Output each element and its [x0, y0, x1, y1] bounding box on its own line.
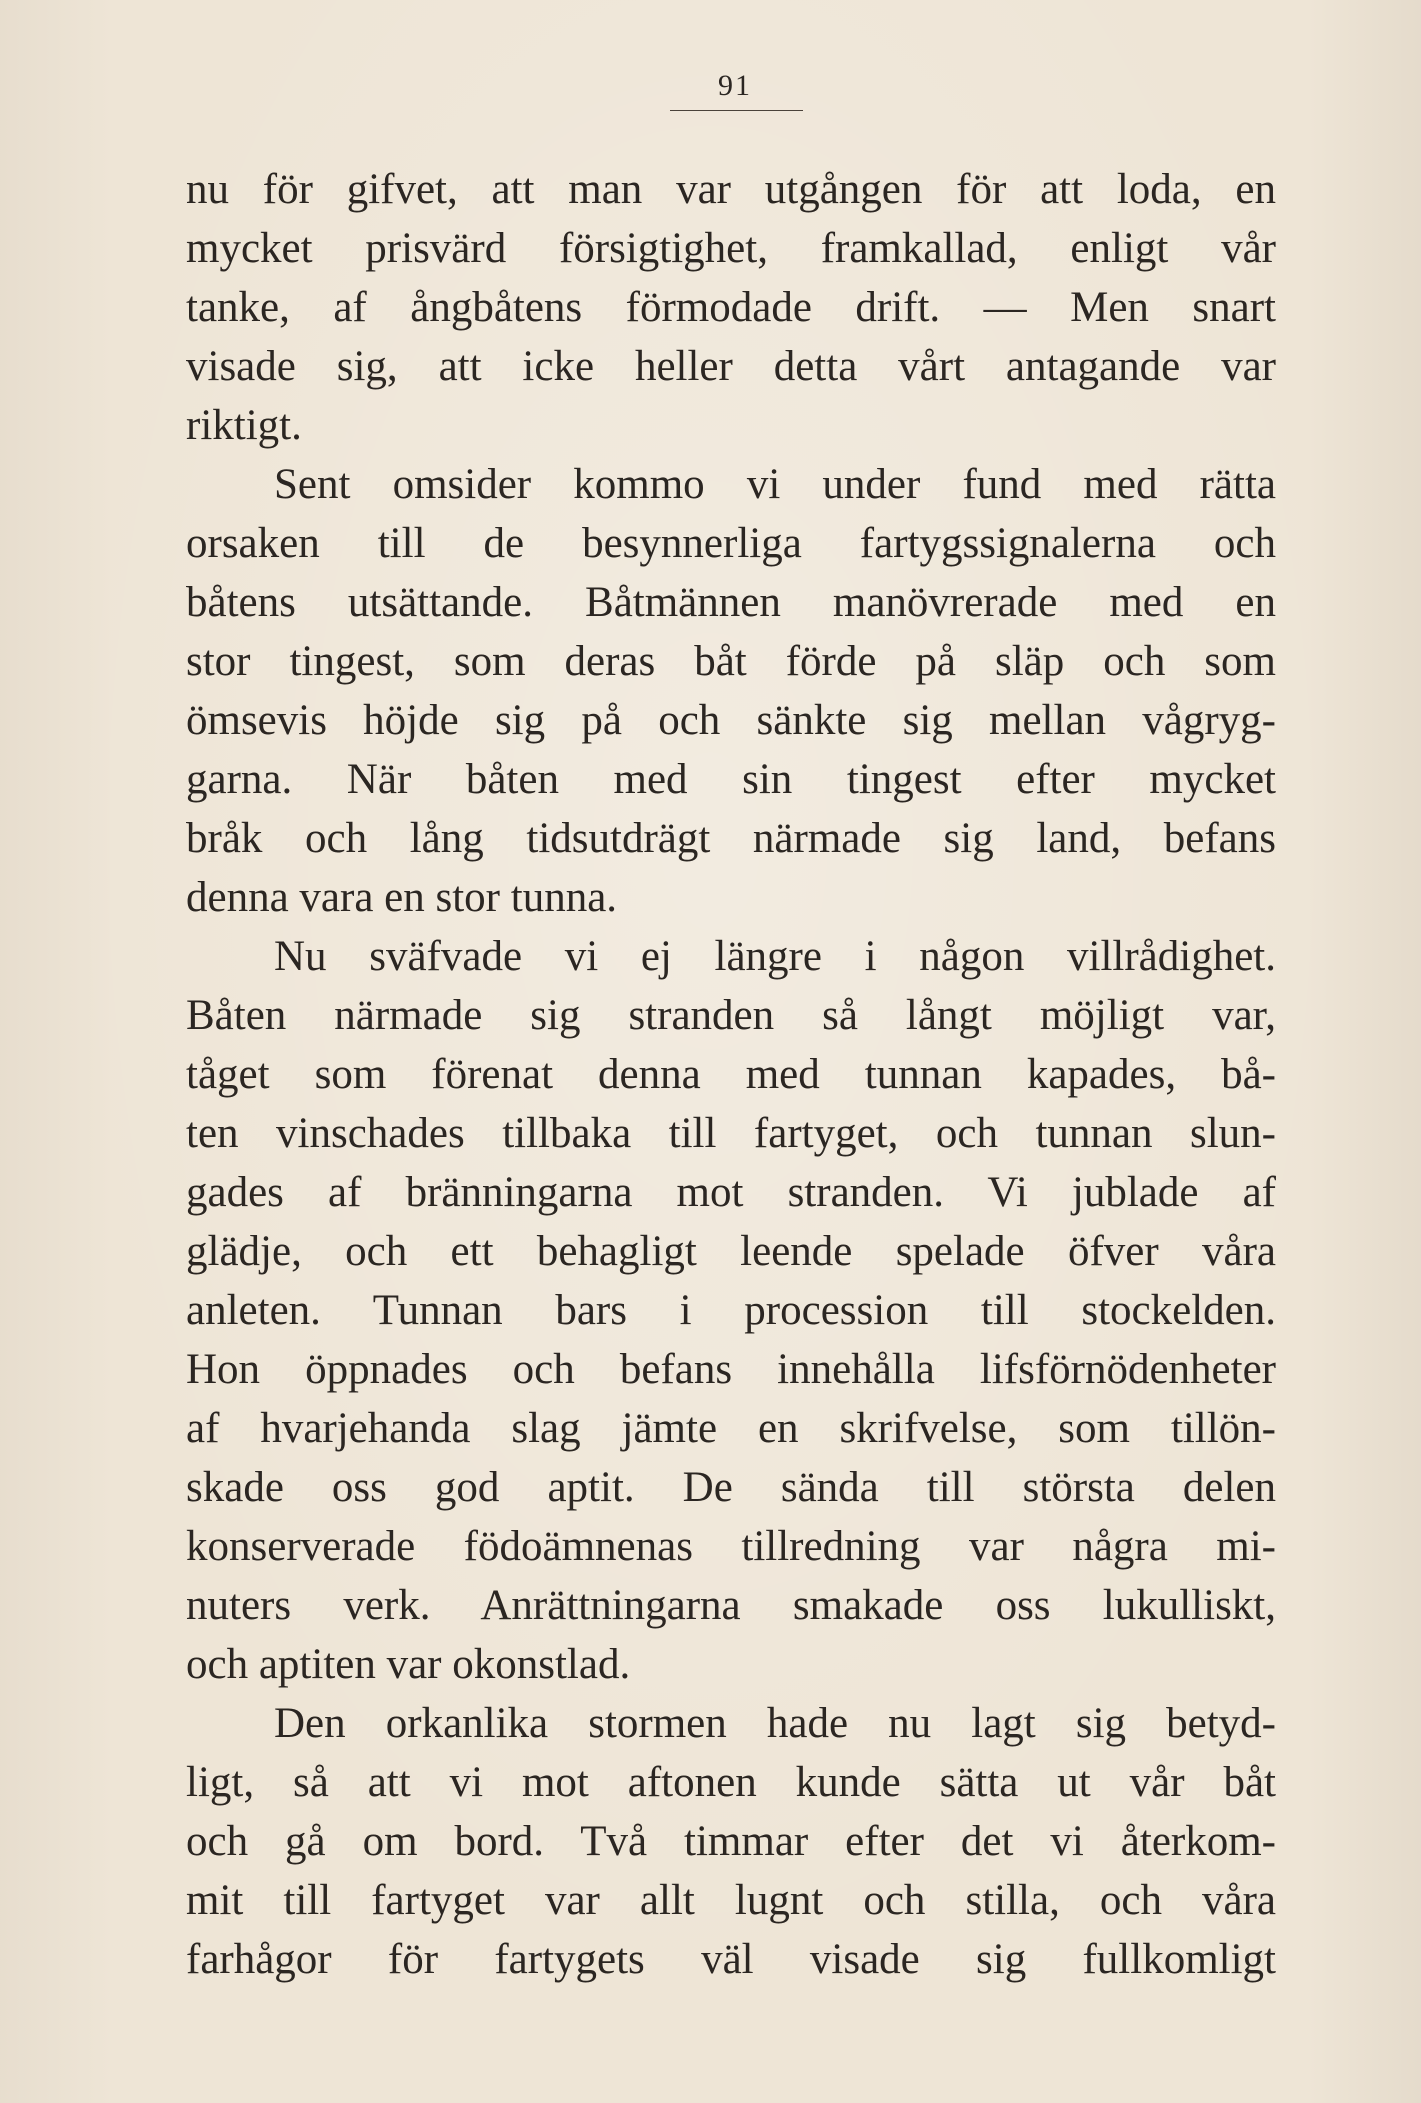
text-line: Hon öppnades och befans innehålla lifsförnödenheter — [186, 1346, 1276, 1393]
body-text — [186, 160, 1276, 1989]
page-number: 91 — [718, 69, 752, 102]
text-line: ömsevis höjde sig på och sänkte sig mellan vågryg- — [186, 697, 1276, 744]
text-line: och gå om bord. Två timmar efter det vi återkom- — [186, 1818, 1276, 1865]
text-line: gades af bränningarna mot stranden. Vi jublade af — [186, 1169, 1276, 1216]
text-line: tanke, af ångbåtens förmodade drift. — Men snart — [186, 284, 1276, 331]
text-line: garna. När båten med sin tingest efter mycket — [186, 756, 1276, 803]
page-number-rule — [670, 110, 803, 111]
text-line: Båten närmade sig stranden så långt möjligt var, — [186, 992, 1276, 1039]
text-line-paragraph-start: Nu sväfvade vi ej längre i någon villrådighet. — [274, 933, 1276, 980]
text-line: båtens utsättande. Båtmännen manövrerade med en — [186, 579, 1276, 626]
text-line: af hvarjehanda slag jämte en skrifvelse, som tillön- — [186, 1405, 1276, 1452]
text-line: konserverade födoämnenas tillredning var några mi- — [186, 1523, 1276, 1570]
text-line: farhågor för fartygets väl visade sig fullkomligt — [186, 1936, 1276, 1983]
text-line: tåget som förenat denna med tunnan kapades, bå- — [186, 1051, 1276, 1098]
text-line: mycket prisvärd försigtighet, framkallad, enligt vår — [186, 225, 1276, 272]
text-line: och aptiten var okonstlad. — [186, 1641, 631, 1688]
text-line-paragraph-start: Sent omsider kommo vi under fund med rätta — [274, 461, 1276, 508]
text-line: visade sig, att icke heller detta vårt antagande var — [186, 343, 1276, 390]
text-line: stor tingest, som deras båt förde på släp och som — [186, 638, 1276, 685]
text-line: orsaken till de besynnerliga fartygssignalerna och — [186, 520, 1276, 567]
text-line: anleten. Tunnan bars i procession till stockelden. — [186, 1287, 1276, 1334]
text-line: ten vinschades tillbaka till fartyget, och tunnan slun- — [186, 1110, 1276, 1157]
text-line: glädje, och ett behagligt leende spelade öfver våra — [186, 1228, 1276, 1275]
text-line: bråk och lång tidsutdrägt närmade sig land, befans — [186, 815, 1276, 862]
text-line: mit till fartyget var allt lugnt och stilla, och våra — [186, 1877, 1276, 1924]
text-line-paragraph-start: Den orkanlika stormen hade nu lagt sig betyd- — [274, 1700, 1276, 1747]
text-line: skade oss god aptit. De sända till största delen — [186, 1464, 1276, 1511]
text-line: denna vara en stor tunna. — [186, 874, 618, 921]
text-line: ligt, så att vi mot aftonen kunde sätta ut vår båt — [186, 1759, 1276, 1806]
text-line: riktigt. — [186, 402, 302, 449]
text-line: nuters verk. Anrättningarna smakade oss lukulliskt, — [186, 1582, 1276, 1629]
text-line: nu för gifvet, att man var utgången för att loda, en — [186, 166, 1276, 213]
